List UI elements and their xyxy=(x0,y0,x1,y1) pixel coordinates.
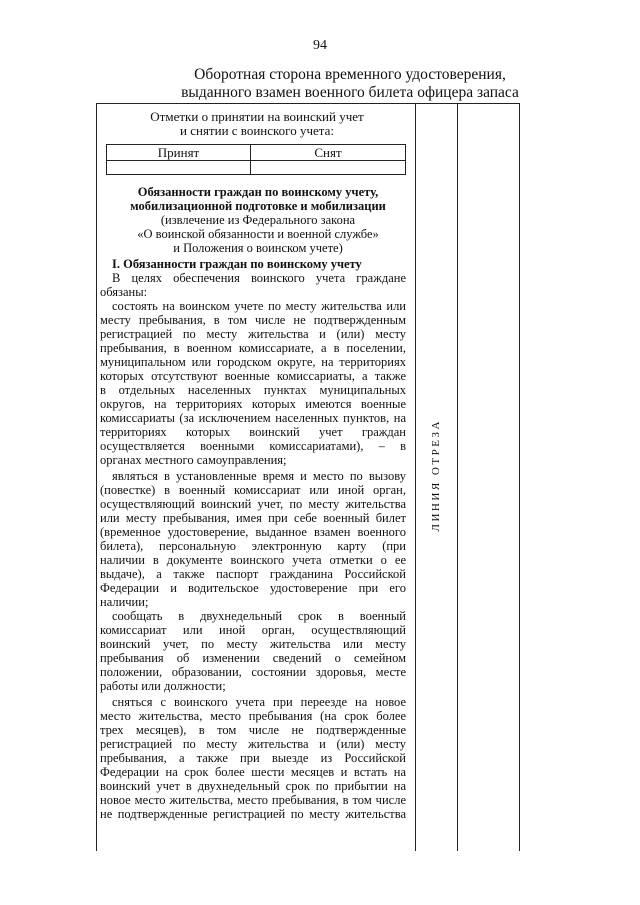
cut-line-label-text: ЛИНИЯ ОТРЕЗА xyxy=(430,418,442,532)
duties-title-line-2: мобилизационной подготовке и мобилизации xyxy=(130,199,386,213)
body-line: Федерации на срок более шести месяцев и встать на xyxy=(100,765,406,779)
body-line: (повестке) в военный комиссариат или иной орган, xyxy=(100,483,406,497)
body-line: воинский учет в двухнедельный срок по прибытии на xyxy=(100,779,406,793)
body-line: месту пребывания, в том числе не подтвержденным xyxy=(100,313,406,327)
body-line: обязаны: xyxy=(100,285,148,299)
frame-right-border xyxy=(519,103,520,851)
body-line: пребывания об изменении сведений о семейном xyxy=(100,651,406,665)
body-line: осуществляется военными комиссариатами), – в xyxy=(100,439,406,453)
column-header-accepted: Принят xyxy=(157,145,200,160)
body-line: пребывания, в военном комиссариате, а в поселении, xyxy=(100,341,406,355)
body-line: в отдельных населенных пунктах муниципальных xyxy=(100,383,406,397)
body-line: осуществляющий воинский учет, по месту жительства xyxy=(100,497,406,511)
duties-subtitle-line-2: «О воинской обязанности и военной службе» xyxy=(137,227,379,241)
body-line: комиссариат или иной орган, осуществляющий xyxy=(100,623,406,637)
body-line: муниципальном или городском округе, на территориях xyxy=(100,355,406,369)
frame-cut-column-border xyxy=(457,103,458,851)
body-line: выдаче), а также паспорт гражданина Российской xyxy=(100,567,406,581)
body-line: регистрацией по месту жительства и (или) месту xyxy=(100,737,406,751)
table-row-divider xyxy=(107,160,405,161)
body-line: комиссариаты (за исключением населенных пунктов, на xyxy=(100,411,406,425)
body-line: территориях которых воинский учет граждан xyxy=(100,425,406,439)
body-line: трех месяцев), в том числе не подтвержденные xyxy=(100,723,406,737)
body-line: место жительства, место пребывания (на срок более xyxy=(100,709,406,723)
body-line: сняться с воинского учета при переезде на новое xyxy=(112,695,406,709)
marks-title-line-1: Отметки о принятии на воинский учет xyxy=(150,109,364,124)
body-line: наличии в документе воинского учета отметки о ее xyxy=(100,553,406,567)
marks-title-line-2: и снятии с воинского учета: xyxy=(180,123,334,138)
body-line: воинский учет, по месту жительства или месту xyxy=(100,637,406,651)
body-line: регистрацией по месту жительства и (или) месту xyxy=(100,327,406,341)
body-line: не подтвержденные регистрацией по месту жительства xyxy=(100,807,406,821)
body-line: билета), персональную электронную карту (при xyxy=(100,539,406,553)
body-line: Федерации и водительское удостоверение при его xyxy=(100,581,406,595)
body-line: В целях обеспечения воинского учета граждане xyxy=(112,271,406,285)
cut-line-label xyxy=(425,410,447,540)
body-line: или месту пребывания, имея при себе военный билет xyxy=(100,511,406,525)
frame-left-border xyxy=(96,103,97,851)
body-line: (временное удостоверение, выданное взамен военного xyxy=(100,525,406,539)
body-line: округов, на территориях которых имеются военные xyxy=(100,397,406,411)
duties-subtitle-line-3: и Положения о воинском учете) xyxy=(173,241,343,255)
column-header-removed: Снят xyxy=(314,145,342,160)
page-number: 94 xyxy=(313,38,327,53)
body-line: положении, образовании, состоянии здоровья, месте xyxy=(100,665,406,679)
duties-title-line-1: Обязанности граждан по воинскому учету, xyxy=(137,185,379,199)
page-heading-line-2: выданного взамен военного билета офицера запаса xyxy=(181,84,519,101)
body-line: являться в установленные время и место по вызову xyxy=(112,469,406,483)
body-line: новое место жительства, место пребывания, в том числе xyxy=(100,793,406,807)
body-line: сообщать в двухнедельный срок в военный xyxy=(112,609,406,623)
section-1-title: I. Обязанности граждан по воинскому учету xyxy=(112,257,362,271)
body-line: пребывания, а также при выезде из Российской xyxy=(100,751,406,765)
duties-subtitle-line-1: (извлечение из Федерального закона xyxy=(160,213,356,227)
registration-marks-table xyxy=(106,144,406,175)
body-line: наличии; xyxy=(100,595,149,609)
body-line: работы или должности; xyxy=(100,679,226,693)
frame-text-column-border xyxy=(415,103,416,851)
body-line: которых отсутствуют военные комиссариаты, а также xyxy=(100,369,406,383)
body-line: органах местного самоуправления; xyxy=(100,453,287,467)
page-heading-line-1: Оборотная сторона временного удостоверения, xyxy=(194,66,506,83)
body-line: состоять на воинском учете по месту жительства или xyxy=(112,299,406,313)
